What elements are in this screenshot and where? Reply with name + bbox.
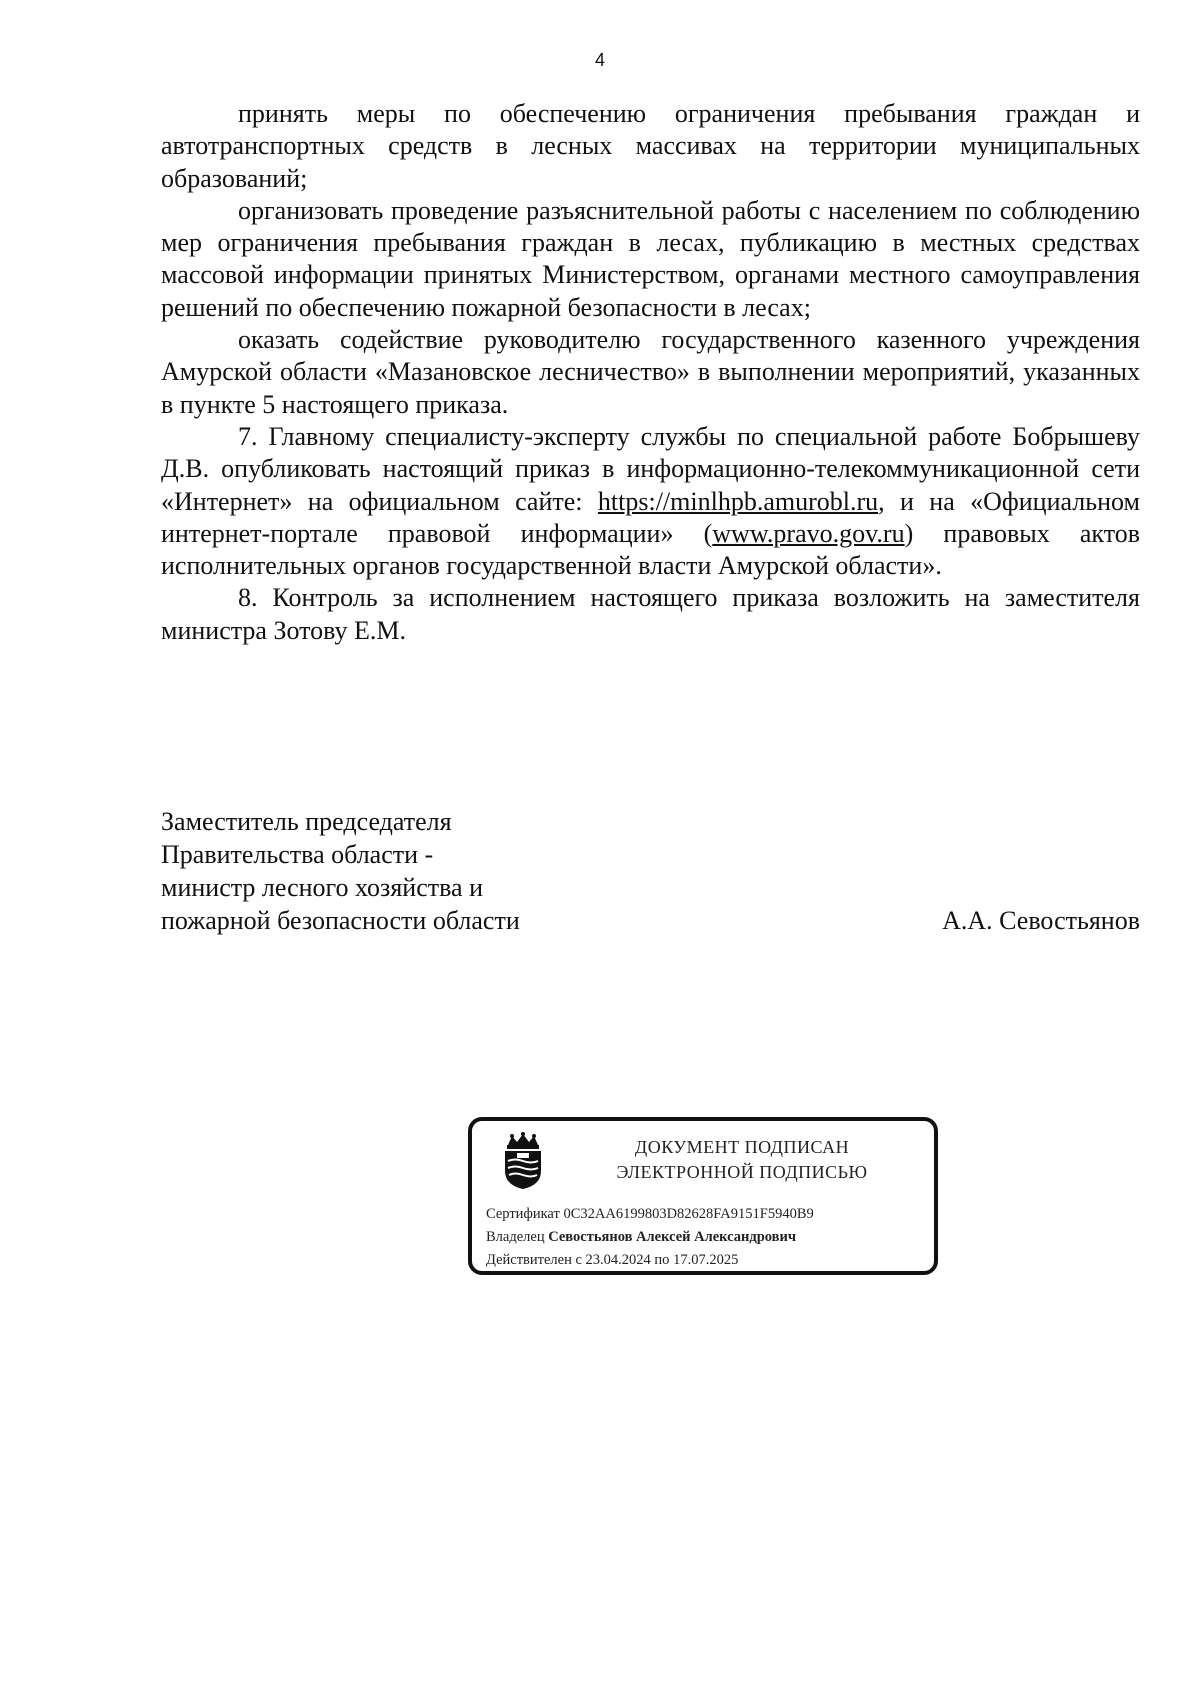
valid-from-label: Действителен с xyxy=(486,1252,582,1268)
signer-title-line-4: пожарной безопасности области xyxy=(161,906,520,935)
paragraph-item-8-control: 8. Контроль за исполнением настоящего приказа возложить на заместителя министра Зотову Е.М. xyxy=(161,583,1140,645)
page-number: 4 xyxy=(594,50,605,70)
owner-label: Владелец xyxy=(486,1229,545,1245)
electronic-signature-stamp xyxy=(468,1117,938,1275)
certificate-label: Сертификат xyxy=(486,1206,560,1222)
paragraph-restrict-access: принять меры по обеспечению ограничения пребывания граждан и автотранспортных средств в лесных массивах на территории муниципальных образований; xyxy=(161,99,1140,193)
coat-of-arms-icon xyxy=(500,1131,546,1191)
owner-value: Севостьянов Алексей Александрович xyxy=(548,1229,797,1245)
paragraph-explanatory-work: организовать проведение разъяснительной работы с населением по соблюдению мер ограничения пребывания граждан в лесах, публикацию в местных средствах массовой информации принятых Министерством, органами местного самоуправления решений по обеспечению пожарной безопасности в лесах; xyxy=(161,195,1140,322)
signer-title-line-1: Заместитель председателя xyxy=(161,807,452,836)
item-7-text-mid: , и на «Официальном интернет-портале правовой информации» ( xyxy=(161,486,1140,548)
stamp-validity-row xyxy=(486,1249,926,1272)
paragraph-assist-forestry: оказать содействие руководителю государственного казенного учреждения Амурской области «Мазановское лесничество» в выполнении мероприятий, указанных в пункте 5 настоящего приказа. xyxy=(161,325,1140,419)
signature-block xyxy=(161,805,1140,937)
ministry-site-link[interactable]: https://minlhpb.amurobl.ru xyxy=(597,486,879,516)
stamp-details xyxy=(486,1203,926,1272)
valid-to-date: 17.07.2025 xyxy=(673,1252,739,1268)
valid-from-date: 23.04.2024 xyxy=(585,1252,651,1268)
paragraph-item-7-publish xyxy=(161,421,1140,582)
item-7-text-start: 7. Главному специалисту-эксперту службы по специальной работе Бобрышеву Д.В. опубликовать настоящий приказ в информационно-телекоммуникационной сети «Интернет» на официальном сайте: xyxy=(161,421,1140,516)
stamp-header-line-2: ЭЛЕКТРОННОЙ ПОДПИСЬЮ xyxy=(616,1162,868,1182)
stamp-certificate-row xyxy=(486,1203,926,1226)
stamp-header-line-1: ДОКУМЕНТ ПОДПИСАН xyxy=(634,1137,850,1157)
stamp-header xyxy=(562,1135,922,1185)
stamp-owner-row xyxy=(486,1226,926,1249)
signer-title-line-3: министр лесного хозяйства и xyxy=(161,873,483,902)
signer-name: А.А. Севостьянов xyxy=(942,906,1140,935)
document-body xyxy=(161,98,1140,647)
certificate-value: 0C32AA6199803D82628FA9151F5940B9 xyxy=(563,1206,814,1222)
signer-title-line-2: Правительства области - xyxy=(161,840,434,869)
valid-to-label: по xyxy=(654,1252,670,1268)
item-7-text-end: ) правовых актов исполнительных органов государственной власти Амурской области». xyxy=(161,518,1140,581)
pravo-site-link[interactable]: www.pravo.gov.ru xyxy=(712,518,905,548)
